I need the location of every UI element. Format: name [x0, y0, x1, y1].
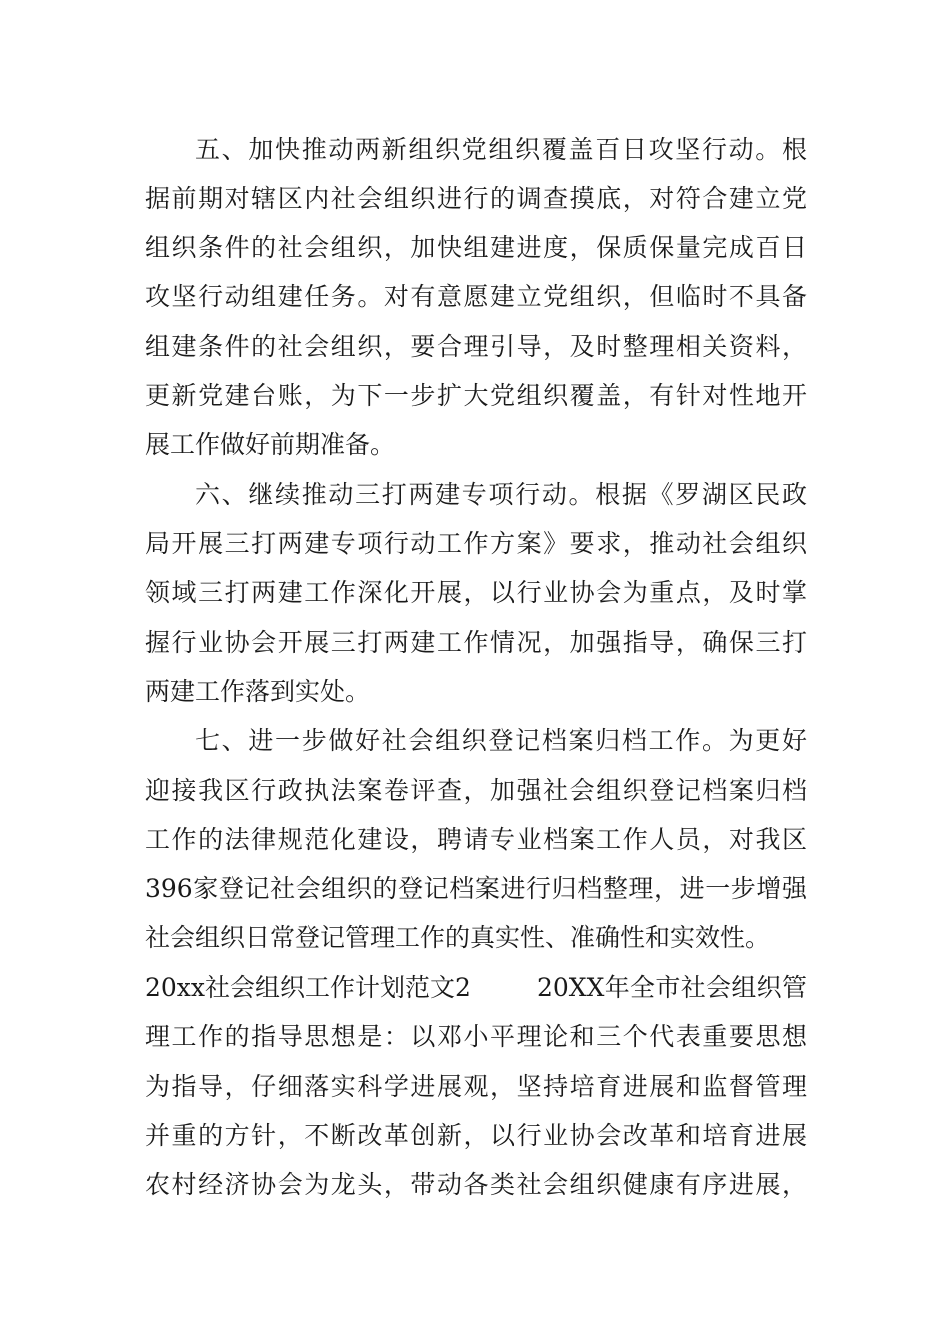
paragraph-6-line-1: 六、继续推动三打两建专项行动。根据《罗湖区民政 — [195, 480, 807, 509]
paragraph-7-line-2: 迎接我区行政执法案卷评查，加强社会组织登记档案归档 — [145, 776, 807, 805]
paragraph-5-line-4: 攻坚行动组建任务。对有意愿建立党组织，但临时不具备 — [145, 282, 807, 311]
paragraph-6-line-2: 局开展三打两建专项行动工作方案》要求，推动社会组织 — [145, 529, 807, 558]
section-2-first-line: 20XX年全市社会组织管 — [537, 973, 807, 1002]
paragraph-5-line-3: 组织条件的社会组织，加快组建进度，保质保量完成百日 — [145, 233, 807, 262]
paragraph-5-line-5: 组建条件的社会组织，要合理引导，及时整理相关资料， — [145, 332, 807, 361]
section-2-line-2: 理工作的指导思想是：以邓小平理论和三个代表重要思想 — [145, 1022, 807, 1051]
paragraph-5-line-7: 展工作做好前期准备。 — [145, 430, 396, 459]
paragraph-6-line-4: 握行业协会开展三打两建工作情况，加强指导，确保三打 — [145, 628, 807, 657]
paragraph-5-line-6: 更新党建台账，为下一步扩大党组织覆盖，有针对性地开 — [145, 381, 807, 410]
paragraph-5-line-1: 五、加快推动两新组织党组织覆盖百日攻坚行动。根 — [195, 135, 807, 164]
paragraph-7-line-3: 工作的法律规范化建设，聘请专业档案工作人员，对我区 — [145, 825, 807, 854]
section-2-line-5: 农村经济协会为龙头，带动各类社会组织健康有序进展， — [145, 1170, 807, 1199]
paragraph-7-line-1: 七、进一步做好社会组织登记档案归档工作。为更好 — [195, 726, 807, 755]
paragraph-7-line-4: 396家登记社会组织的登记档案进行归档整理，进一步增强 — [145, 874, 807, 903]
paragraph-6-line-3: 领域三打两建工作深化开展，以行业协会为重点，及时掌 — [145, 578, 807, 607]
section-2-heading-line — [145, 968, 807, 1008]
paragraph-7-line-5: 社会组织日常登记管理工作的真实性、准确性和实效性。 — [145, 923, 771, 952]
paragraph-5-line-2: 据前期对辖区内社会组织进行的调查摸底，对符合建立党 — [145, 184, 807, 213]
section-2-line-3: 为指导，仔细落实科学进展观，坚持培育进展和监督管理 — [145, 1072, 807, 1101]
section-2-title: 20xx社会组织工作计划范文2 — [145, 973, 471, 1002]
paragraph-6-line-5: 两建工作落到实处。 — [145, 677, 371, 706]
section-2-line-4: 并重的方针，不断改革创新，以行业协会改革和培育进展 — [145, 1121, 807, 1150]
